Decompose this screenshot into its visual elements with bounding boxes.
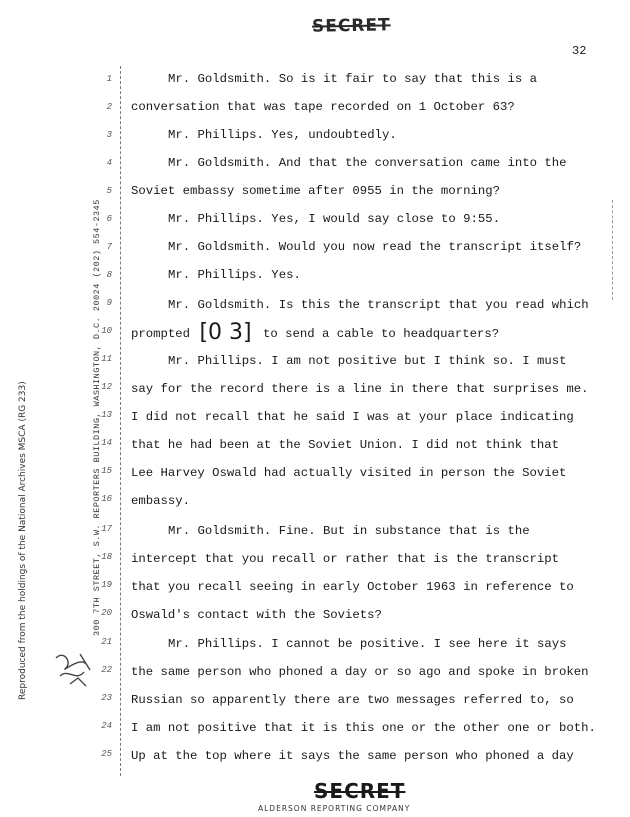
transcript-line: Mr. Goldsmith. Is this the transcript that you read which xyxy=(168,298,589,312)
redaction-code: [0 3] xyxy=(199,320,252,345)
line-number: 9 xyxy=(106,298,112,308)
line-number: 15 xyxy=(101,466,112,476)
line-number: 22 xyxy=(101,665,112,675)
line-number: 12 xyxy=(101,382,112,392)
handwritten-scribble xyxy=(50,648,100,692)
transcript-line: Soviet embassy sometime after 0955 in the morning? xyxy=(131,184,500,198)
line-number: 7 xyxy=(106,242,112,252)
transcript-line: Mr. Phillips. I cannot be positive. I see here it says xyxy=(168,637,567,651)
transcript-line: Mr. Phillips. Yes, undoubtedly. xyxy=(168,128,397,142)
line-number: 23 xyxy=(101,693,112,703)
transcript-line: that you recall seeing in early October 1963 in reference to xyxy=(131,580,574,594)
transcript-line: Up at the top where it says the same person who phoned a day xyxy=(131,749,574,763)
line-number: 4 xyxy=(106,158,112,168)
line-number: 11 xyxy=(101,354,112,364)
transcript-line: Mr. Phillips. Yes, I would say close to 9:55. xyxy=(168,212,501,226)
transcript-line: intercept that you recall or rather that is the transcript xyxy=(131,552,560,566)
line-number: 13 xyxy=(101,410,112,420)
classification-stamp-top: SECRET xyxy=(311,15,391,37)
transcript-line: I did not recall that he said I was at your place indicating xyxy=(131,410,574,424)
transcript-line: say for the record there is a line in there that surprises me. xyxy=(131,382,589,396)
line-number: 10 xyxy=(101,326,112,336)
line-number: 5 xyxy=(106,186,112,196)
line-number: 1 xyxy=(106,74,112,84)
line-number: 16 xyxy=(101,494,112,504)
line-number: 6 xyxy=(106,214,112,224)
line-text: to send a cable to headquarters? xyxy=(262,327,500,341)
transcript-line: Mr. Phillips. I am not positive but I think so. I must xyxy=(168,354,567,368)
transcript-line: that he had been at the Soviet Union. I did not think that xyxy=(131,438,560,452)
archive-reproduction-note: Reproduced from the holdings of the National Archives MSCA (RG 233) xyxy=(18,381,28,700)
right-margin-rule xyxy=(612,200,613,300)
transcript-line: embassy. xyxy=(131,494,191,508)
line-number: 25 xyxy=(101,749,112,759)
line-number: 3 xyxy=(106,130,112,140)
line-number: 19 xyxy=(101,580,112,590)
line-number: 14 xyxy=(101,438,112,448)
line-number: 20 xyxy=(101,608,112,618)
line-number: 8 xyxy=(106,270,112,280)
transcript-line: Oswald's contact with the Soviets? xyxy=(131,608,382,622)
margin-rule xyxy=(120,66,121,776)
line-number: 2 xyxy=(106,102,112,112)
transcript-line: Mr. Goldsmith. And that the conversation came into the xyxy=(168,156,567,170)
page-number: 32 xyxy=(572,44,587,58)
transcript-line: Lee Harvey Oswald had actually visited in person the Soviet xyxy=(131,466,567,480)
transcript-line: I am not positive that it is this one or the other one or both. xyxy=(131,721,596,735)
transcript-line xyxy=(131,320,500,345)
transcript-line: Mr. Goldsmith. Would you now read the transcript itself? xyxy=(168,240,582,254)
line-number: 21 xyxy=(101,637,112,647)
reporter-address: 300 7TH STREET, S.W. REPORTERS BUILDING, WASHINGTON, D.C. 20024 (202) 554-2345 xyxy=(92,199,102,636)
transcript-line: the same person who phoned a day or so ago and spoke in broken xyxy=(131,665,589,679)
transcript-line: Mr. Phillips. Yes. xyxy=(168,268,301,282)
line-text: prompted xyxy=(131,327,191,341)
reporting-company-footer: ALDERSON REPORTING COMPANY xyxy=(258,804,411,813)
transcript-line: conversation that was tape recorded on 1 October 63? xyxy=(131,100,515,114)
line-number: 18 xyxy=(101,552,112,562)
classification-stamp-bottom: SECRET xyxy=(314,779,406,803)
transcript-line: Mr. Goldsmith. Fine. But in substance that is the xyxy=(168,524,530,538)
line-number: 24 xyxy=(101,721,112,731)
line-number: 17 xyxy=(101,524,112,534)
transcript-line: Mr. Goldsmith. So is it fair to say that this is a xyxy=(168,72,537,86)
transcript-line: Russian so apparently there are two messages referred to, so xyxy=(131,693,574,707)
